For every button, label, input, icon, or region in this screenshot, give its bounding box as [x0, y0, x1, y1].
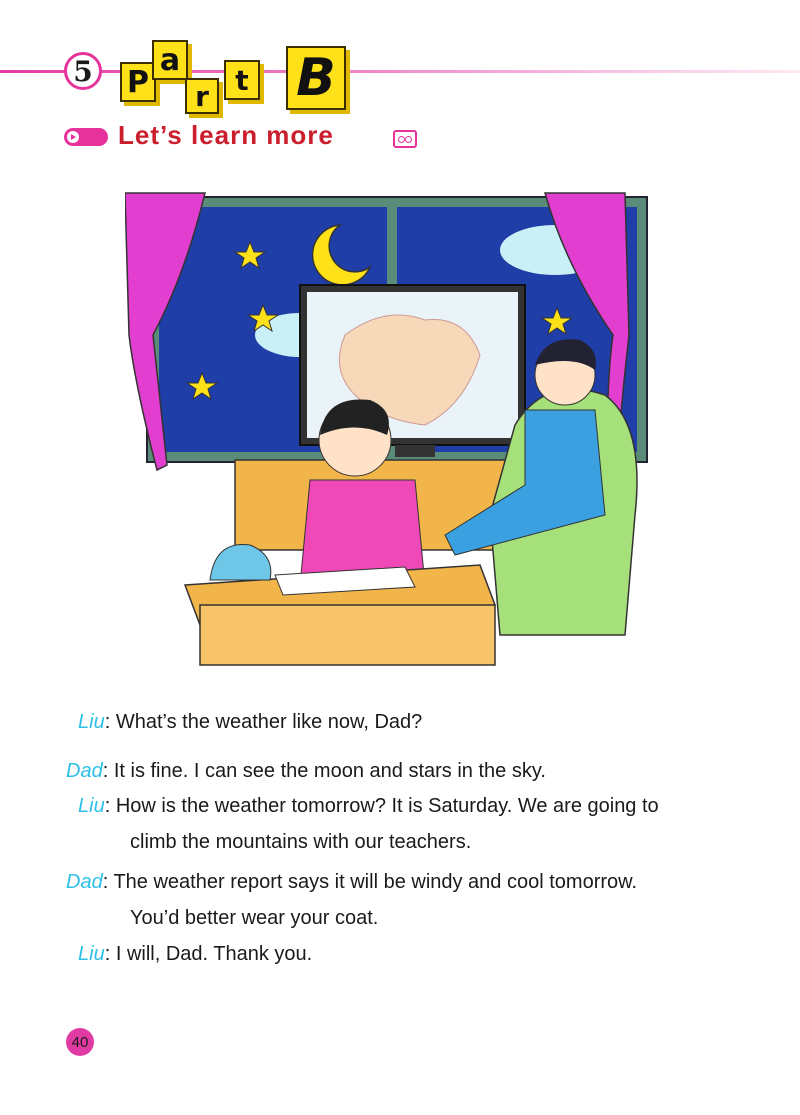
part-block-p: P: [120, 62, 156, 102]
dialogue-text: It is fine. I can see the moon and stars in the sky.: [113, 760, 546, 782]
dialogue-line-3: Liu: How is the weather tomorrow? It is Saturday. We are going to: [78, 795, 659, 817]
part-block-t: t: [224, 60, 260, 100]
play-pill-icon[interactable]: [64, 128, 108, 146]
dialogue-line-2: Dad: It is fine. I can see the moon and stars in the sky.: [66, 760, 546, 782]
tv-stand: [395, 445, 435, 457]
dialogue-line-4: Dad: The weather report says it will be windy and cool tomorrow.: [66, 871, 638, 893]
dialogue-text: How is the weather tomorrow? It is Saturday. We are going to: [115, 795, 659, 817]
speaker-name: Liu: [78, 795, 105, 817]
part-block-b: B: [286, 46, 346, 110]
dialogue-text: I will, Dad. Thank you.: [115, 943, 313, 965]
dialogue-line-1: Liu: What’s the weather like now, Dad?: [78, 711, 423, 733]
dialogue-text: What’s the weather like now, Dad?: [115, 711, 423, 733]
speaker-name: Liu: [78, 711, 105, 733]
illustration: [125, 185, 670, 675]
dialogue-line-3-continuation: climb the mountains with our teachers.: [130, 831, 472, 853]
page-number: 40: [66, 1028, 94, 1056]
speaker-name: Liu: [78, 943, 105, 965]
dialogue-line-5: Liu: I will, Dad. Thank you.: [78, 943, 313, 965]
part-block-r: r: [185, 78, 219, 114]
speaker-name: Dad: [66, 871, 103, 893]
speaker-name: Dad: [66, 760, 103, 782]
dialogue-text: The weather report says it will be windy and cool tomorrow.: [113, 871, 638, 893]
desk-front: [200, 605, 495, 665]
dialogue-line-4-continuation: You’d better wear your coat.: [130, 907, 379, 929]
part-block-a: a: [152, 40, 188, 80]
unit-number-badge: 5: [64, 52, 102, 90]
cassette-icon[interactable]: [393, 130, 417, 148]
section-title: Let’s learn more: [118, 120, 334, 150]
